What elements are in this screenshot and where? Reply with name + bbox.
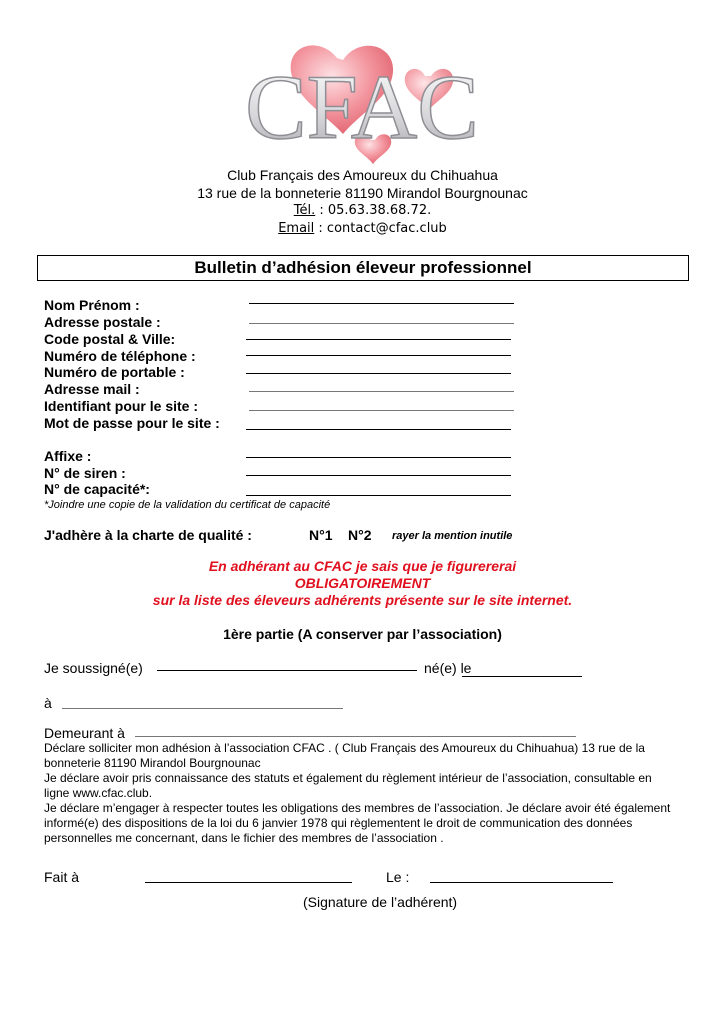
page-title: Bulletin d’adhésion éleveur professionnel xyxy=(194,258,532,277)
club-email[interactable] xyxy=(0,221,725,236)
charter-option-2[interactable]: N°2 xyxy=(348,527,372,543)
field-line-capacite[interactable] xyxy=(246,495,511,496)
declaration-line: Je déclare m’engager à respecter toutes les obligations des membres de l’association. Je déclare avoir été également xyxy=(44,801,671,815)
charter-label: J'adhère à la charte de qualité : xyxy=(44,527,252,543)
field-line-portable[interactable] xyxy=(246,373,511,374)
field-line-mail[interactable] xyxy=(249,391,514,392)
part-title: 1ère partie (A conserver par l’association) xyxy=(223,626,502,642)
soussigne-label: Je soussigné(e) xyxy=(44,660,143,676)
lieu-naissance-label: à xyxy=(44,695,52,711)
field-line-telephone[interactable] xyxy=(246,355,511,356)
field-line-identifiant[interactable] xyxy=(249,410,514,411)
field-line-adresse[interactable] xyxy=(249,323,514,324)
demeurant-line[interactable] xyxy=(135,736,576,737)
date-line[interactable] xyxy=(430,882,613,883)
field-line-motdepasse[interactable] xyxy=(246,429,511,430)
field-label-telephone: Numéro de téléphone : xyxy=(44,348,196,364)
field-line-siren[interactable] xyxy=(246,475,511,476)
field-label-motdepasse: Mot de passe pour le site : xyxy=(44,415,220,431)
field-label-siren: N° de siren : xyxy=(44,465,126,481)
field-line-cp-ville[interactable] xyxy=(246,339,511,340)
phone-label: Tél. xyxy=(293,203,316,218)
club-address: 13 rue de la bonneterie 81190 Mirandol Bourgnounac xyxy=(197,185,528,201)
declaration-line: informé(e) des dispositions de la loi du 6 janvier 1978 qui règlementent le droit de communication des données xyxy=(44,816,633,830)
declaration-line: bonneterie 81190 Mirandol Bourgnounac xyxy=(44,756,261,770)
field-line-affixe[interactable] xyxy=(246,457,511,458)
phone-value: : 05.63.38.68.72. xyxy=(315,203,432,218)
capacite-note: *Joindre une copie de la validation du certificat de capacité xyxy=(44,499,331,511)
notice-line-1: En adhérant au CFAC je sais que je figurererai xyxy=(208,558,517,574)
demeurant-label: Demeurant à xyxy=(44,725,125,741)
field-label-affixe: Affixe : xyxy=(44,448,92,464)
declaration-line: personnelles me concernant, dans le fichier des membres de l’association . xyxy=(44,831,444,845)
field-line-nom[interactable] xyxy=(249,303,514,304)
field-label-adresse: Adresse postale : xyxy=(44,314,161,330)
email-label: Email xyxy=(278,221,315,236)
field-label-nom: Nom Prénom : xyxy=(44,297,140,313)
field-label-portable: Numéro de portable : xyxy=(44,364,185,380)
field-label-capacite: N° de capacité*: xyxy=(44,481,150,497)
soussigne-line[interactable] xyxy=(157,670,417,671)
declaration-line: Je déclare avoir pris connaissance des statuts et également du règlement intérieur de l’association, consultable en xyxy=(44,771,652,785)
date-label: Le : xyxy=(386,869,410,885)
declaration xyxy=(44,741,684,846)
charter-hint: rayer la mention inutile xyxy=(392,530,513,542)
email-value: : contact@cfac.club xyxy=(314,221,447,236)
ne-le-label: né(e) le xyxy=(424,660,472,676)
notice-line-3: sur la liste des éleveurs adhérents présente sur le site internet. xyxy=(152,592,573,608)
charter-option-1[interactable]: N°1 xyxy=(309,527,333,543)
ne-le-line[interactable] xyxy=(462,676,582,677)
lieu-naissance-line[interactable] xyxy=(62,708,343,709)
fait-a-line[interactable] xyxy=(145,882,352,883)
svg-text:CFAC: CFAC xyxy=(245,56,479,158)
club-phone xyxy=(0,203,725,218)
declaration-line: Déclare solliciter mon adhésion à l’association CFAC . ( Club Français des Amoureux du Chihuahua) 13 rue de la xyxy=(44,741,645,755)
signature-label: (Signature de l’adhérent) xyxy=(303,894,458,910)
field-label-mail: Adresse mail : xyxy=(44,381,140,397)
logo-graphic xyxy=(225,38,500,173)
fait-a-label: Fait à xyxy=(44,869,80,885)
title-box xyxy=(37,255,689,281)
declaration-line: ligne www.cfac.club. xyxy=(44,786,153,800)
field-label-identifiant: Identifiant pour le site : xyxy=(44,398,199,414)
field-label-cp-ville: Code postal & Ville: xyxy=(44,331,176,347)
club-name: Club Français des Amoureux du Chihuahua xyxy=(227,167,498,183)
notice-line-2: OBLIGATOIREMENT xyxy=(294,575,431,591)
cfac-logo xyxy=(225,38,500,173)
